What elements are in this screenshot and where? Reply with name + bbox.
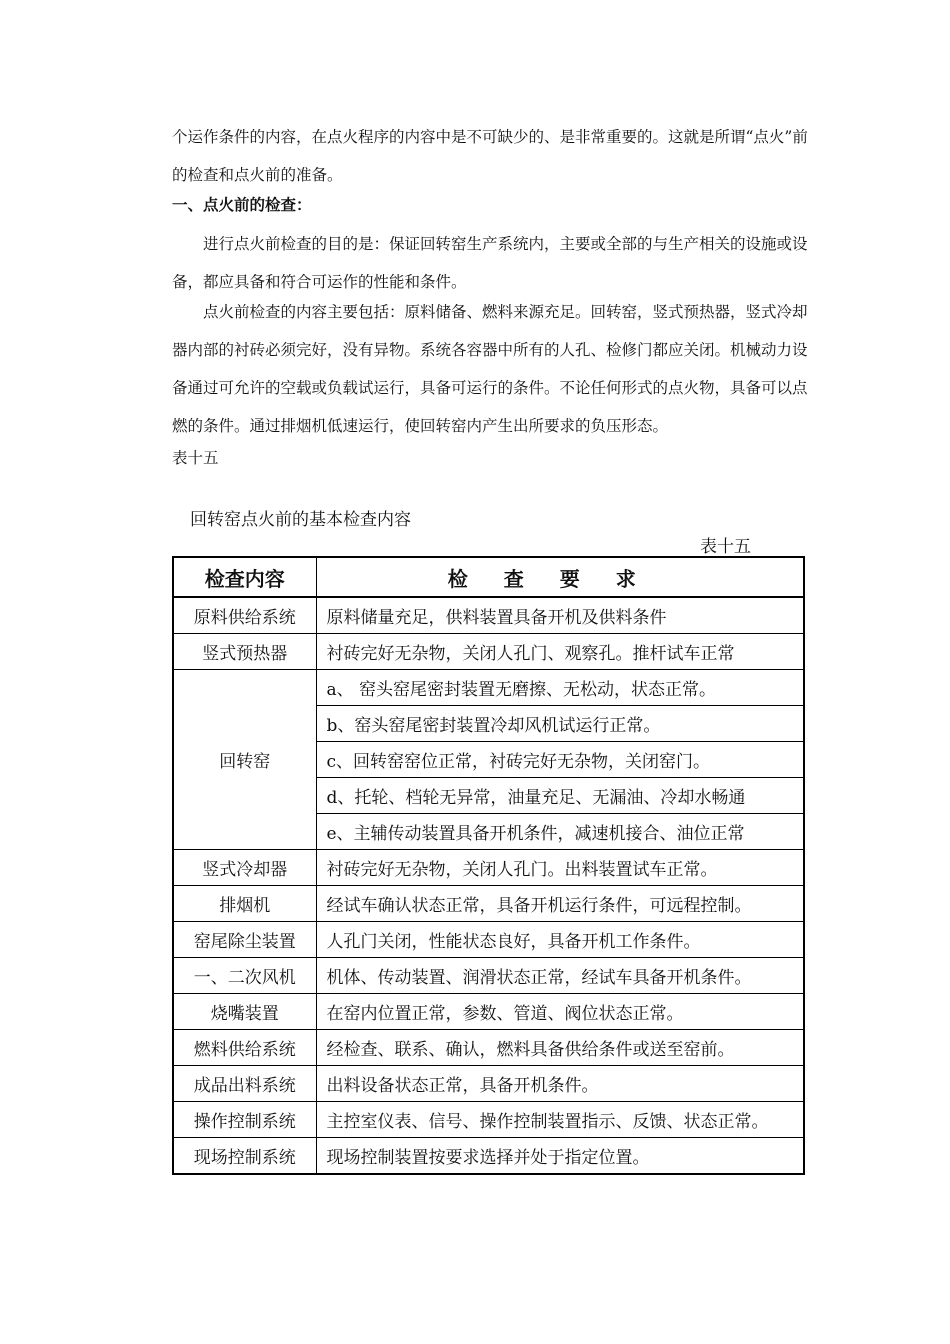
content-paragraph: 点火前检查的内容主要包括：原料储备、燃料来源充足。回转窑，竖式预热器，竖式冷却器内部的衬砖必须完好，没有异物。系统各容器中所有的人孔、检修门都应关闭。机械动力设备通过可允许的空载或负载试运行，具备可运行的条件。不论任何形式的点火物，具备可以点燃的条件。通过排烟机低速运行，使回转窑内产生出所要求的负压形态。 bbox=[172, 303, 808, 435]
row-requirement: e、主辅传动装置具备开机条件，减速机接合、油位正常 bbox=[316, 814, 804, 850]
row-requirement: 经试车确认状态正常，具备开机运行条件，可远程控制。 bbox=[316, 886, 804, 922]
row-item: 一、二次风机 bbox=[173, 958, 316, 994]
table-header-row bbox=[173, 557, 804, 597]
row-requirement: d、托轮、档轮无异常，油量充足、无漏油、冷却水畅通 bbox=[316, 778, 804, 814]
table-row bbox=[173, 994, 804, 1030]
table-row bbox=[173, 1066, 804, 1102]
table-row bbox=[173, 850, 804, 886]
table-title: 回转窑点火前的基本检查内容 bbox=[190, 510, 411, 530]
table-row bbox=[173, 1102, 804, 1138]
row-item: 原料供给系统 bbox=[173, 597, 316, 634]
row-item: 竖式预热器 bbox=[173, 634, 316, 670]
table-row bbox=[173, 670, 804, 706]
table-row bbox=[173, 634, 804, 670]
row-item: 操作控制系统 bbox=[173, 1102, 316, 1138]
header-requirement: 检查要求 bbox=[316, 557, 804, 597]
row-item: 烧嘴装置 bbox=[173, 994, 316, 1030]
row-item: 排烟机 bbox=[173, 886, 316, 922]
row-requirement: 经检查、联系、确认，燃料具备供给条件或送至窑前。 bbox=[316, 1030, 804, 1066]
row-requirement: 在窑内位置正常，参数、管道、阀位状态正常。 bbox=[316, 994, 804, 1030]
header-item: 检查内容 bbox=[173, 557, 316, 597]
table-row bbox=[173, 1138, 804, 1175]
row-item: 竖式冷却器 bbox=[173, 850, 316, 886]
row-requirement: 现场控制装置按要求选择并处于指定位置。 bbox=[316, 1138, 804, 1175]
row-requirement: 出料设备状态正常，具备开机条件。 bbox=[316, 1066, 804, 1102]
row-requirement: 机体、传动装置、润滑状态正常，经试车具备开机条件。 bbox=[316, 958, 804, 994]
row-requirement: 衬砖完好无杂物，关闭人孔门、观察孔。推杆试车正常 bbox=[316, 634, 804, 670]
row-requirement: 衬砖完好无杂物，关闭人孔门。出料装置试车正常。 bbox=[316, 850, 804, 886]
row-requirement: b、窑头窑尾密封装置冷却风机试运行正常。 bbox=[316, 706, 804, 742]
table-number: 表十五 bbox=[700, 537, 751, 557]
table-reference: 表十五 bbox=[172, 449, 219, 467]
table-row bbox=[173, 886, 804, 922]
row-requirement: c、回转窑窑位正常，衬砖完好无杂物，关闭窑门。 bbox=[316, 742, 804, 778]
table-row bbox=[173, 597, 804, 634]
row-requirement: a、 窑头窑尾密封装置无磨擦、无松动，状态正常。 bbox=[316, 670, 804, 706]
intro-paragraph: 个运作条件的内容，在点火程序的内容中是不可缺少的、是非常重要的。这就是所谓“点火”前的检查和点火前的准备。 bbox=[172, 128, 808, 184]
table-row bbox=[173, 922, 804, 958]
row-item: 回转窑 bbox=[173, 670, 316, 850]
row-item: 窑尾除尘装置 bbox=[173, 922, 316, 958]
table-row bbox=[173, 958, 804, 994]
purpose-paragraph: 进行点火前检查的目的是：保证回转窑生产系统内，主要或全部的与生产相关的设施或设备，都应具备和符合可运作的性能和条件。 bbox=[172, 235, 808, 291]
table-row bbox=[173, 1030, 804, 1066]
row-item: 成品出料系统 bbox=[173, 1066, 316, 1102]
section-heading: 一、点火前的检查： bbox=[172, 196, 312, 214]
row-requirement: 主控室仪表、信号、操作控制装置指示、反馈、状态正常。 bbox=[316, 1102, 804, 1138]
inspection-table bbox=[172, 556, 805, 1175]
row-requirement: 原料储量充足，供料装置具备开机及供料条件 bbox=[316, 597, 804, 634]
row-item: 燃料供给系统 bbox=[173, 1030, 316, 1066]
row-requirement: 人孔门关闭，性能状态良好，具备开机工作条件。 bbox=[316, 922, 804, 958]
row-item: 现场控制系统 bbox=[173, 1138, 316, 1175]
